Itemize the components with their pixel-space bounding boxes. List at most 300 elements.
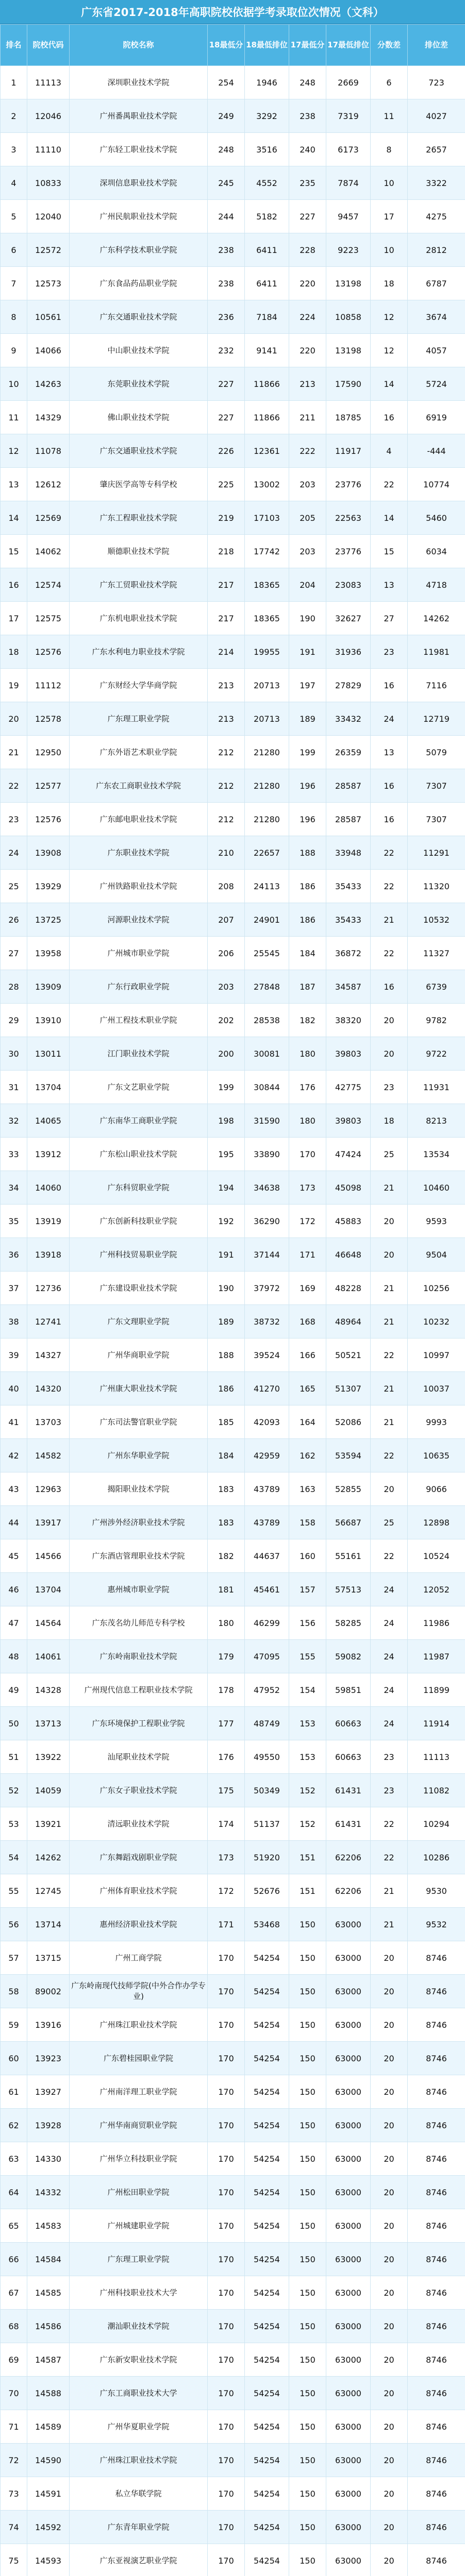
school-name-cell: 广州番禺职业技术学院 xyxy=(70,99,208,133)
score-17-cell: 222 xyxy=(289,434,326,468)
score-17-cell: 205 xyxy=(289,501,326,535)
rank-18-cell: 44637 xyxy=(245,1539,289,1573)
rank-cell: 25 xyxy=(1,870,27,903)
rank-cell: 22 xyxy=(1,769,27,803)
rank-17-cell: 38320 xyxy=(326,1004,371,1037)
score-diff-cell: 24 xyxy=(371,1673,408,1707)
rank-diff-cell: 8746 xyxy=(408,2310,465,2343)
score-18-cell: 208 xyxy=(208,870,245,903)
score-17-cell: 220 xyxy=(289,334,326,367)
score-18-cell: 170 xyxy=(208,1975,245,2008)
rank-diff-cell: 6919 xyxy=(408,401,465,434)
rank-diff-cell: 11981 xyxy=(408,635,465,669)
rank-diff-cell: 8746 xyxy=(408,1941,465,1975)
rank-17-cell: 33432 xyxy=(326,702,371,736)
school-name-cell: 深圳信息职业技术学院 xyxy=(70,166,208,200)
score-diff-cell: 22 xyxy=(371,1338,408,1372)
score-diff-cell: 22 xyxy=(371,1439,408,1472)
score-diff-cell: 12 xyxy=(371,300,408,334)
rank-18-cell: 34638 xyxy=(245,1171,289,1205)
rank-diff-cell: 10532 xyxy=(408,903,465,937)
table-row xyxy=(1,1004,465,1037)
rank-diff-cell: 9993 xyxy=(408,1405,465,1439)
score-17-cell: 173 xyxy=(289,1171,326,1205)
rank-cell: 36 xyxy=(1,1238,27,1272)
rank-diff-cell: 9066 xyxy=(408,1472,465,1506)
score-diff-cell: 20 xyxy=(371,2511,408,2544)
rank-diff-cell: 8746 xyxy=(408,2343,465,2377)
school-code-cell: 13928 xyxy=(27,2109,70,2142)
score-17-cell: 152 xyxy=(289,1774,326,1807)
rank-18-cell: 54254 xyxy=(245,2444,289,2477)
score-17-cell: 156 xyxy=(289,1606,326,1640)
score-diff-cell: 13 xyxy=(371,736,408,769)
school-name-cell: 广州科技职业技术大学 xyxy=(70,2276,208,2310)
rank-18-cell: 54254 xyxy=(245,2511,289,2544)
score-17-cell: 169 xyxy=(289,1272,326,1305)
score-18-cell: 183 xyxy=(208,1472,245,1506)
school-name-cell: 广东理工职业学院 xyxy=(70,2243,208,2276)
score-17-cell: 203 xyxy=(289,468,326,501)
score-17-cell: 155 xyxy=(289,1640,326,1673)
school-name-cell: 深圳职业技术学院 xyxy=(70,66,208,99)
table-row xyxy=(1,1841,465,1874)
score-diff-cell: 20 xyxy=(371,2008,408,2042)
score-18-cell: 170 xyxy=(208,2109,245,2142)
rank-18-cell: 30081 xyxy=(245,1037,289,1071)
school-name-cell: 广州现代信息工程职业技术学院 xyxy=(70,1673,208,1707)
table-row xyxy=(1,1874,465,1908)
rank-18-cell: 6411 xyxy=(245,233,289,267)
table-row xyxy=(1,1673,465,1707)
table-row xyxy=(1,501,465,535)
rank-cell: 42 xyxy=(1,1439,27,1472)
table-row xyxy=(1,535,465,568)
rank-cell: 17 xyxy=(1,602,27,635)
school-code-cell: 12736 xyxy=(27,1272,70,1305)
rank-17-cell: 18785 xyxy=(326,401,371,434)
school-code-cell: 12963 xyxy=(27,1472,70,1506)
school-code-cell: 13916 xyxy=(27,2008,70,2042)
rank-18-cell: 18365 xyxy=(245,602,289,635)
rank-18-cell: 54254 xyxy=(245,2075,289,2109)
score-17-cell: 151 xyxy=(289,1874,326,1908)
school-code-cell: 13908 xyxy=(27,836,70,870)
table-row xyxy=(1,2209,465,2243)
score-17-cell: 164 xyxy=(289,1405,326,1439)
score-18-cell: 170 xyxy=(208,2276,245,2310)
school-name-cell: 广东创新科技职业学院 xyxy=(70,1205,208,1238)
score-18-cell: 217 xyxy=(208,568,245,602)
rank-17-cell: 32627 xyxy=(326,602,371,635)
rank-diff-cell: 10635 xyxy=(408,1439,465,1472)
rank-diff-cell: 4027 xyxy=(408,99,465,133)
rank-cell: 21 xyxy=(1,736,27,769)
rank-diff-cell: 8746 xyxy=(408,2544,465,2576)
table-row xyxy=(1,1573,465,1606)
rank-17-cell: 50521 xyxy=(326,1338,371,1372)
rank-17-cell: 28587 xyxy=(326,769,371,803)
score-17-cell: 228 xyxy=(289,233,326,267)
school-code-cell: 14263 xyxy=(27,367,70,401)
score-17-cell: 150 xyxy=(289,2343,326,2377)
rank-cell: 19 xyxy=(1,669,27,702)
score-diff-cell: 20 xyxy=(371,1238,408,1272)
score-18-cell: 213 xyxy=(208,702,245,736)
rank-18-cell: 48749 xyxy=(245,1707,289,1740)
score-18-cell: 174 xyxy=(208,1807,245,1841)
school-code-cell: 13912 xyxy=(27,1138,70,1171)
score-18-cell: 217 xyxy=(208,602,245,635)
table-row xyxy=(1,2109,465,2142)
score-17-cell: 170 xyxy=(289,1138,326,1171)
table-row xyxy=(1,2176,465,2209)
rank-17-cell: 11917 xyxy=(326,434,371,468)
school-name-cell: 广东舞蹈戏剧职业学院 xyxy=(70,1841,208,1874)
score-diff-cell: 16 xyxy=(371,669,408,702)
rank-17-cell: 63000 xyxy=(326,1941,371,1975)
school-name-cell: 广州工程技术职业学院 xyxy=(70,1004,208,1037)
rank-cell: 44 xyxy=(1,1506,27,1539)
school-code-cell: 12040 xyxy=(27,200,70,233)
school-name-cell: 广州工商学院 xyxy=(70,1941,208,1975)
rank-diff-cell: 6787 xyxy=(408,267,465,300)
rank-diff-cell: 10037 xyxy=(408,1372,465,1405)
school-code-cell: 12612 xyxy=(27,468,70,501)
rank-18-cell: 1946 xyxy=(245,66,289,99)
score-diff-cell: 22 xyxy=(371,1807,408,1841)
score-18-cell: 188 xyxy=(208,1338,245,1372)
score-18-cell: 214 xyxy=(208,635,245,669)
rank-18-cell: 6411 xyxy=(245,267,289,300)
rank-diff-cell: 12719 xyxy=(408,702,465,736)
rank-17-cell: 63000 xyxy=(326,2377,371,2410)
rank-17-cell: 31936 xyxy=(326,635,371,669)
score-18-cell: 225 xyxy=(208,468,245,501)
rank-18-cell: 17103 xyxy=(245,501,289,535)
rank-18-cell: 42093 xyxy=(245,1405,289,1439)
table-row xyxy=(1,1338,465,1372)
table-header-row xyxy=(1,25,465,66)
table-row xyxy=(1,803,465,836)
rank-diff-cell: 11914 xyxy=(408,1707,465,1740)
score-diff-cell: 24 xyxy=(371,1640,408,1673)
school-code-cell: 14583 xyxy=(27,2209,70,2243)
school-code-cell: 13918 xyxy=(27,1238,70,1272)
rank-17-cell: 52086 xyxy=(326,1405,371,1439)
score-18-cell: 170 xyxy=(208,2008,245,2042)
table-row xyxy=(1,2042,465,2075)
rank-diff-cell: 8746 xyxy=(408,1975,465,2008)
table-row xyxy=(1,635,465,669)
table-row xyxy=(1,1071,465,1104)
score-diff-cell: 10 xyxy=(371,166,408,200)
rank-17-cell: 27829 xyxy=(326,669,371,702)
rank-cell: 57 xyxy=(1,1941,27,1975)
rank-diff-cell: 12052 xyxy=(408,1573,465,1606)
table-row xyxy=(1,903,465,937)
rank-18-cell: 22657 xyxy=(245,836,289,870)
table-row xyxy=(1,2410,465,2444)
rank-18-cell: 37972 xyxy=(245,1272,289,1305)
rank-17-cell: 63000 xyxy=(326,2410,371,2444)
score-17-cell: 150 xyxy=(289,2075,326,2109)
school-code-cell: 12573 xyxy=(27,267,70,300)
rank-17-cell: 23776 xyxy=(326,468,371,501)
rank-18-cell: 11866 xyxy=(245,367,289,401)
rank-cell: 24 xyxy=(1,836,27,870)
rank-18-cell: 47095 xyxy=(245,1640,289,1673)
rank-cell: 29 xyxy=(1,1004,27,1037)
rank-17-cell: 63000 xyxy=(326,2276,371,2310)
table-body xyxy=(1,66,465,2576)
table-row xyxy=(1,434,465,468)
rank-17-cell: 63000 xyxy=(326,2477,371,2511)
rank-17-cell: 59851 xyxy=(326,1673,371,1707)
school-code-cell: 13921 xyxy=(27,1807,70,1841)
rank-cell: 67 xyxy=(1,2276,27,2310)
school-name-cell: 广州体育职业技术学院 xyxy=(70,1874,208,1908)
rank-cell: 34 xyxy=(1,1171,27,1205)
school-code-cell: 14062 xyxy=(27,535,70,568)
school-code-cell: 12575 xyxy=(27,602,70,635)
school-name-cell: 广州华商职业学院 xyxy=(70,1338,208,1372)
school-code-cell: 14591 xyxy=(27,2477,70,2511)
table-row xyxy=(1,2142,465,2176)
rank-18-cell: 36290 xyxy=(245,1205,289,1238)
school-name-cell: 揭阳职业技术学院 xyxy=(70,1472,208,1506)
rank-diff-cell: 11931 xyxy=(408,1071,465,1104)
rank-cell: 66 xyxy=(1,2243,27,2276)
score-diff-cell: 15 xyxy=(371,535,408,568)
header-17-min-score: 17最低分 xyxy=(289,25,326,66)
rank-18-cell: 52676 xyxy=(245,1874,289,1908)
school-name-cell: 广州城市职业学院 xyxy=(70,937,208,970)
rank-17-cell: 22563 xyxy=(326,501,371,535)
school-name-cell: 惠州城市职业学院 xyxy=(70,1573,208,1606)
score-18-cell: 198 xyxy=(208,1104,245,1138)
score-17-cell: 186 xyxy=(289,903,326,937)
table-row xyxy=(1,233,465,267)
table-row xyxy=(1,1807,465,1841)
rank-diff-cell: 9593 xyxy=(408,1205,465,1238)
rank-18-cell: 5182 xyxy=(245,200,289,233)
school-code-cell: 14059 xyxy=(27,1774,70,1807)
rank-cell: 6 xyxy=(1,233,27,267)
rank-17-cell: 26359 xyxy=(326,736,371,769)
rank-diff-cell: 8746 xyxy=(408,2477,465,2511)
score-diff-cell: 20 xyxy=(371,2109,408,2142)
score-18-cell: 195 xyxy=(208,1138,245,1171)
school-name-cell: 肇庆医学高等专科学校 xyxy=(70,468,208,501)
rank-17-cell: 47424 xyxy=(326,1138,371,1171)
rank-18-cell: 27848 xyxy=(245,970,289,1004)
score-diff-cell: 22 xyxy=(371,870,408,903)
rank-cell: 30 xyxy=(1,1037,27,1071)
school-code-cell: 13909 xyxy=(27,970,70,1004)
table-row xyxy=(1,870,465,903)
rank-17-cell: 58285 xyxy=(326,1606,371,1640)
score-17-cell: 248 xyxy=(289,66,326,99)
rank-cell: 37 xyxy=(1,1272,27,1305)
rank-17-cell: 13198 xyxy=(326,267,371,300)
school-code-cell: 14061 xyxy=(27,1640,70,1673)
rank-17-cell: 63000 xyxy=(326,2343,371,2377)
score-17-cell: 150 xyxy=(289,2042,326,2075)
school-name-cell: 广东文理职业学院 xyxy=(70,1305,208,1338)
rank-diff-cell: 10256 xyxy=(408,1272,465,1305)
rank-18-cell: 49550 xyxy=(245,1740,289,1774)
rank-cell: 58 xyxy=(1,1975,27,2008)
school-name-cell: 广州华夏职业学院 xyxy=(70,2410,208,2444)
score-18-cell: 206 xyxy=(208,937,245,970)
table-row xyxy=(1,2477,465,2511)
score-diff-cell: 20 xyxy=(371,2276,408,2310)
rank-17-cell: 35433 xyxy=(326,903,371,937)
score-diff-cell: 20 xyxy=(371,2042,408,2075)
score-17-cell: 154 xyxy=(289,1673,326,1707)
school-name-cell: 广东岭南现代技师学院(中外合作办学专业) xyxy=(70,1975,208,2008)
score-17-cell: 172 xyxy=(289,1205,326,1238)
table-row xyxy=(1,2276,465,2310)
rank-18-cell: 54254 xyxy=(245,2310,289,2343)
school-name-cell: 广东交通职业技术学院 xyxy=(70,434,208,468)
rank-cell: 48 xyxy=(1,1640,27,1673)
score-18-cell: 170 xyxy=(208,2310,245,2343)
school-name-cell: 广州铁路职业技术学院 xyxy=(70,870,208,903)
score-diff-cell: 13 xyxy=(371,568,408,602)
rank-diff-cell: 11987 xyxy=(408,1640,465,1673)
school-name-cell: 惠州经济职业技术学院 xyxy=(70,1908,208,1941)
table-row xyxy=(1,2343,465,2377)
table-row xyxy=(1,2243,465,2276)
school-code-cell: 14320 xyxy=(27,1372,70,1405)
school-name-cell: 广东科学技术职业学院 xyxy=(70,233,208,267)
score-17-cell: 227 xyxy=(289,200,326,233)
score-18-cell: 219 xyxy=(208,501,245,535)
school-name-cell: 广东水利电力职业技术学院 xyxy=(70,635,208,669)
rank-cell: 75 xyxy=(1,2544,27,2576)
table-row xyxy=(1,401,465,434)
score-diff-cell: 17 xyxy=(371,200,408,233)
school-code-cell: 14589 xyxy=(27,2410,70,2444)
rank-18-cell: 21280 xyxy=(245,769,289,803)
school-code-cell: 14066 xyxy=(27,334,70,367)
score-17-cell: 162 xyxy=(289,1439,326,1472)
score-18-cell: 183 xyxy=(208,1506,245,1539)
school-name-cell: 广东理工职业学院 xyxy=(70,702,208,736)
score-18-cell: 199 xyxy=(208,1071,245,1104)
header-18-min-rank: 18最低排位 xyxy=(245,25,289,66)
rank-17-cell: 62206 xyxy=(326,1841,371,1874)
score-18-cell: 181 xyxy=(208,1573,245,1606)
table-row xyxy=(1,334,465,367)
rank-diff-cell: 3674 xyxy=(408,300,465,334)
rank-diff-cell: 10286 xyxy=(408,1841,465,1874)
school-code-cell: 13704 xyxy=(27,1071,70,1104)
school-code-cell: 12574 xyxy=(27,568,70,602)
school-name-cell: 广东酒店管理职业技术学院 xyxy=(70,1539,208,1573)
rank-18-cell: 46299 xyxy=(245,1606,289,1640)
score-17-cell: 196 xyxy=(289,803,326,836)
rank-17-cell: 36872 xyxy=(326,937,371,970)
rank-18-cell: 54254 xyxy=(245,2377,289,2410)
score-diff-cell: 20 xyxy=(371,2310,408,2343)
score-18-cell: 238 xyxy=(208,267,245,300)
rank-18-cell: 47952 xyxy=(245,1673,289,1707)
rank-cell: 53 xyxy=(1,1807,27,1841)
score-diff-cell: 23 xyxy=(371,1740,408,1774)
score-18-cell: 236 xyxy=(208,300,245,334)
rank-cell: 60 xyxy=(1,2042,27,2075)
table-row xyxy=(1,2310,465,2343)
school-code-cell: 14588 xyxy=(27,2377,70,2410)
rank-cell: 74 xyxy=(1,2511,27,2544)
rank-cell: 9 xyxy=(1,334,27,367)
rank-18-cell: 30844 xyxy=(245,1071,289,1104)
school-name-cell: 广州珠江职业技术学院 xyxy=(70,2444,208,2477)
rank-diff-cell: 14262 xyxy=(408,602,465,635)
rank-18-cell: 54254 xyxy=(245,1941,289,1975)
table-row xyxy=(1,1138,465,1171)
rank-17-cell: 39803 xyxy=(326,1104,371,1138)
rank-18-cell: 7184 xyxy=(245,300,289,334)
score-17-cell: 153 xyxy=(289,1740,326,1774)
rank-18-cell: 53468 xyxy=(245,1908,289,1941)
header-score-diff: 分数差 xyxy=(371,25,408,66)
score-diff-cell: 18 xyxy=(371,267,408,300)
score-diff-cell: 23 xyxy=(371,635,408,669)
rank-cell: 39 xyxy=(1,1338,27,1372)
rank-diff-cell: 2812 xyxy=(408,233,465,267)
school-code-cell: 13922 xyxy=(27,1740,70,1774)
rank-diff-cell: 5460 xyxy=(408,501,465,535)
rank-18-cell: 54254 xyxy=(245,2343,289,2377)
score-diff-cell: 25 xyxy=(371,1506,408,1539)
rank-18-cell: 54254 xyxy=(245,2142,289,2176)
school-name-cell: 广东松山职业技术学院 xyxy=(70,1138,208,1171)
score-18-cell: 192 xyxy=(208,1205,245,1238)
rank-17-cell: 46648 xyxy=(326,1238,371,1272)
school-name-cell: 私立华联学院 xyxy=(70,2477,208,2511)
rank-18-cell: 41270 xyxy=(245,1372,289,1405)
rank-18-cell: 20713 xyxy=(245,669,289,702)
score-diff-cell: 20 xyxy=(371,2209,408,2243)
rank-cell: 33 xyxy=(1,1138,27,1171)
score-diff-cell: 21 xyxy=(371,1908,408,1941)
rank-17-cell: 61431 xyxy=(326,1774,371,1807)
school-code-cell: 14590 xyxy=(27,2444,70,2477)
score-17-cell: 151 xyxy=(289,1841,326,1874)
score-18-cell: 170 xyxy=(208,2511,245,2544)
rank-17-cell: 63000 xyxy=(326,2243,371,2276)
school-code-cell: 13910 xyxy=(27,1004,70,1037)
rank-cell: 16 xyxy=(1,568,27,602)
header-school-code: 院校代码 xyxy=(27,25,70,66)
school-code-cell: 14328 xyxy=(27,1673,70,1707)
school-code-cell: 14330 xyxy=(27,2142,70,2176)
rank-diff-cell: 10997 xyxy=(408,1338,465,1372)
score-17-cell: 150 xyxy=(289,2544,326,2576)
score-diff-cell: 8 xyxy=(371,133,408,166)
rank-diff-cell: 8746 xyxy=(408,2276,465,2310)
rank-diff-cell: 9504 xyxy=(408,1238,465,1272)
score-18-cell: 170 xyxy=(208,1941,245,1975)
school-code-cell: 11110 xyxy=(27,133,70,166)
rank-diff-cell: 11986 xyxy=(408,1606,465,1640)
table-row xyxy=(1,300,465,334)
rank-diff-cell: 9530 xyxy=(408,1874,465,1908)
